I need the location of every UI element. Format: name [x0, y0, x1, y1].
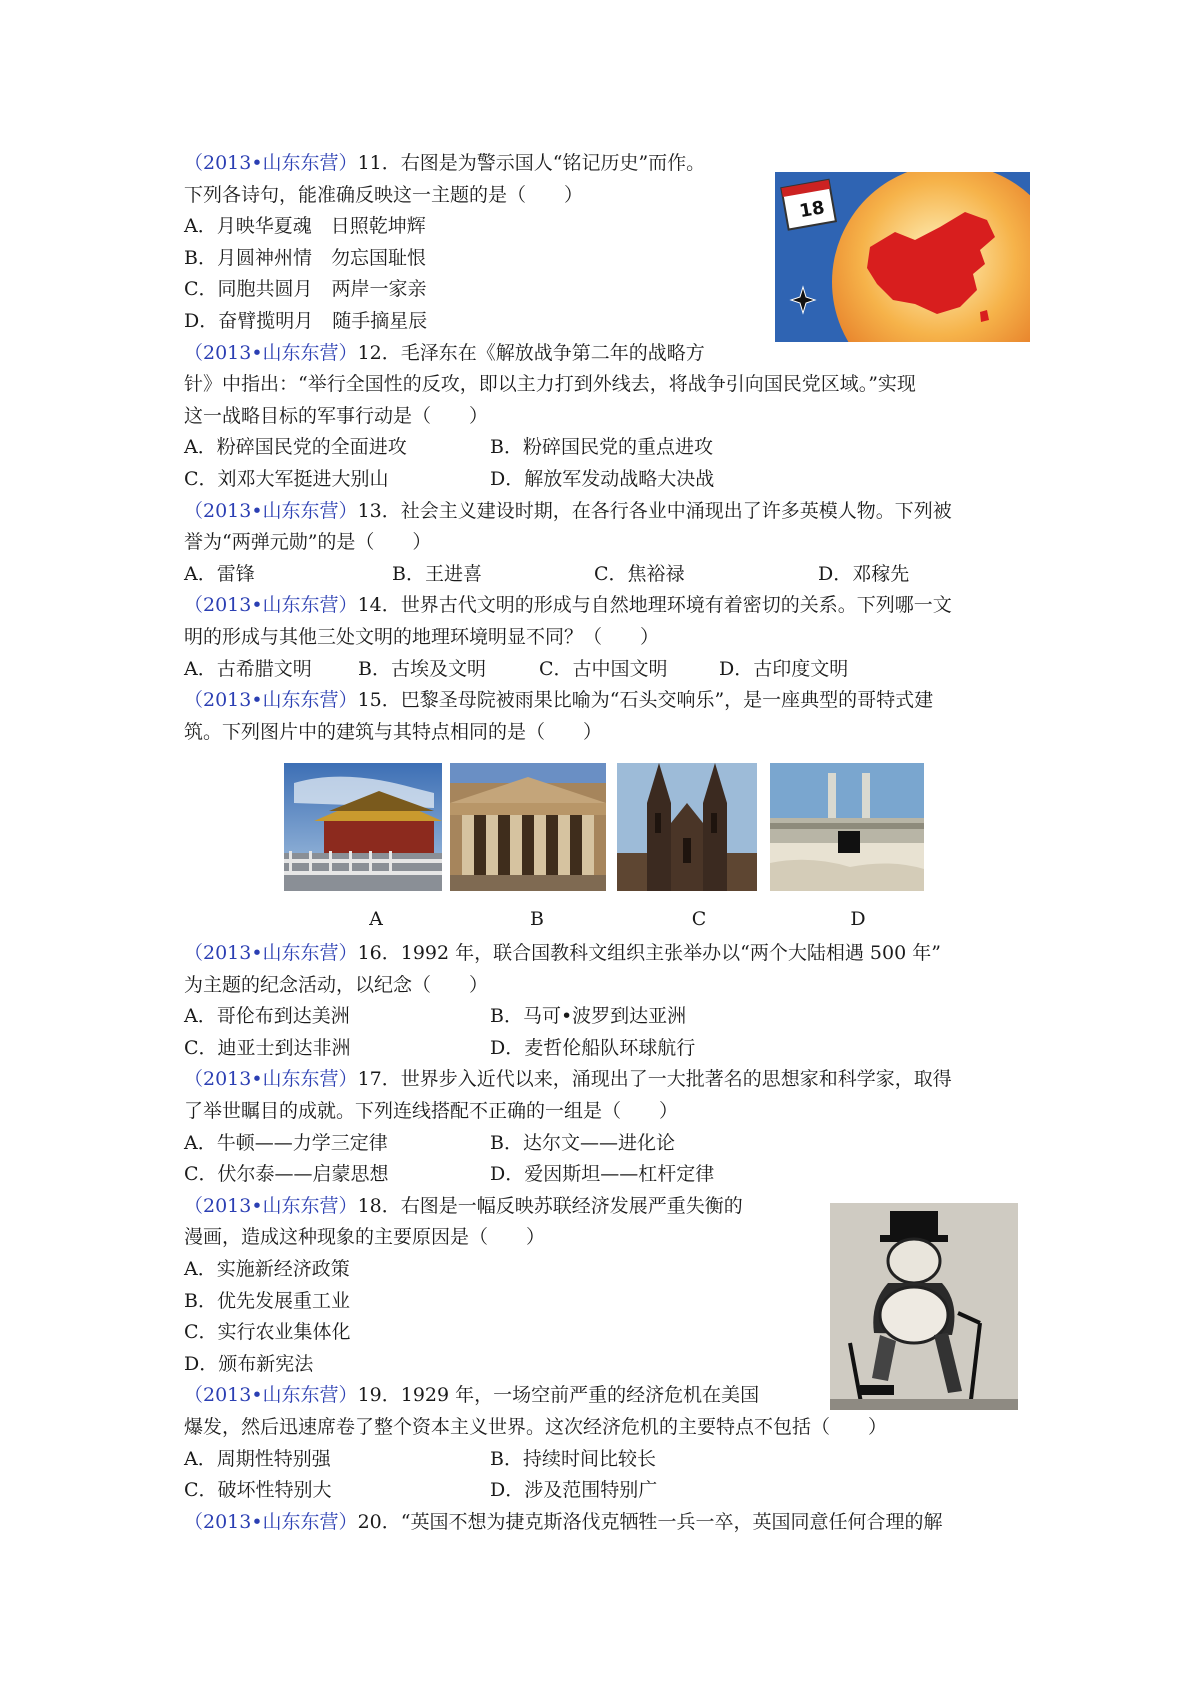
q14-line2: 明的形成与其他三处文明的地理环境明显不同？（ ）	[184, 625, 660, 648]
question-source: （2013•山东东营）	[184, 152, 358, 174]
question-source: （2013•山东东营）	[184, 942, 358, 964]
q16-line2: 为主题的纪念活动，以纪念（ ）	[184, 973, 489, 996]
q19-option-d: D．涉及范围特别广	[490, 1479, 658, 1502]
q19-option-b: B．持续时间比较长	[490, 1447, 656, 1470]
q14-options	[184, 654, 1030, 686]
q18-option-b: B．优先发展重工业	[184, 1289, 350, 1312]
q19-option-a: A．周期性特别强	[184, 1447, 331, 1470]
q16-line1: （2013•山东东营）16．1992 年，联合国教科文组织主张举办以“两个大陆相遇 500 年”	[184, 942, 941, 964]
question-source: （2013•山东东营）	[184, 1510, 358, 1533]
q16-option-c: C．迪亚士到达非洲	[184, 1036, 351, 1059]
calendar-number: 18	[797, 197, 827, 223]
q12-line1: （2013•山东东营）12．毛泽东在《解放战争第二年的战略方	[184, 341, 705, 364]
image-label-c: C	[691, 908, 707, 930]
q11-option-d: D．奋臂揽明月 随手摘星辰	[184, 309, 428, 332]
q13-line2: 誉为“两弹元勋”的是（ ）	[184, 531, 432, 554]
q11-line1: （2013•山东东营）11．右图是为警示国人“铭记历史”而作。	[184, 152, 706, 174]
q17-line2: 了举世瞩目的成就。下列连线搭配不正确的一组是（ ）	[184, 1099, 679, 1122]
q17-options-row2	[184, 1159, 1030, 1191]
q12-options-row2	[184, 464, 1030, 496]
q14-option-c: C．古中国文明	[539, 657, 668, 680]
question-source: （2013•山东东营）	[184, 1384, 358, 1407]
q11-option-c: C．同胞共圆月 两岸一家亲	[184, 278, 427, 301]
q11-option-b: B．月圆神州情 勿忘国耻恨	[184, 246, 426, 269]
q19-option-c: C．破坏性特别大	[184, 1479, 332, 1502]
q12-option-a: A．粉碎国民党的全面进攻	[184, 436, 407, 459]
q13-line1: （2013•山东东营）13．社会主义建设时期，在各行各业中涌现出了许多英模人物。下列被	[184, 499, 952, 522]
q14-option-a: A．古希腊文明	[184, 657, 312, 680]
q12-option-c: C．刘邓大军挺进大别山	[184, 467, 389, 490]
q15-line2: 筑。下列图片中的建筑与其特点相同的是（ ）	[184, 720, 603, 743]
q17-option-b: B．达尔文——进化论	[490, 1131, 675, 1154]
q16-option-d: D．麦哲伦船队环球航行	[490, 1036, 696, 1059]
q17-line1: （2013•山东东营）17．世界步入近代以来，涌现出了一大批著名的思想家和科学家，取得	[184, 1068, 952, 1091]
q12-option-d: D．解放军发动战略大决战	[490, 467, 715, 490]
q13-option-b: B．王进喜	[392, 562, 482, 585]
q15-line1: （2013•山东东营）15．巴黎圣母院被雨果比喻为“石头交响乐”，是一座典型的哥特式建	[184, 689, 934, 712]
q17-option-c: C．伏尔泰——启蒙思想	[184, 1163, 389, 1186]
q13-options	[184, 559, 1030, 591]
q19-line1: （2013•山东东营）19．1929 年，一场空前严重的经济危机在美国	[184, 1384, 760, 1407]
q14-line1: （2013•山东东营）14．世界古代文明的形成与自然地理环境有着密切的关系。下列哪一文	[184, 594, 952, 617]
image-label-d: D	[850, 908, 866, 930]
q14-option-d: D．古印度文明	[719, 657, 849, 680]
q18-option-a: A．实施新经济政策	[184, 1257, 350, 1280]
image-label-a: A	[369, 908, 383, 930]
q16-options-row2	[184, 1033, 1030, 1065]
q17-option-d: D．爱因斯坦——杠杆定律	[490, 1163, 715, 1186]
pantheon-image	[450, 763, 606, 891]
q16-options-row1	[184, 1001, 1030, 1033]
cologne-cathedral-image	[617, 763, 757, 891]
q19-options-row2	[184, 1475, 1030, 1507]
q17-option-a: A．牛顿——力学三定律	[184, 1131, 388, 1154]
q18-option-c: C．实行农业集体化	[184, 1321, 351, 1344]
q19-options-row1	[184, 1444, 1030, 1476]
q16-option-a: A．哥伦布到达美洲	[184, 1005, 350, 1028]
question-source: （2013•山东东营）	[184, 341, 358, 364]
forbidden-city-image	[284, 763, 442, 891]
mecca-mosque-image	[770, 763, 924, 891]
question-source: （2013•山东东营）	[184, 594, 358, 617]
soviet-economy-cartoon-image	[830, 1203, 1018, 1410]
q12-option-b: B．粉碎国民党的重点进攻	[490, 436, 713, 459]
q16-option-b: B．马可•波罗到达亚洲	[490, 1005, 687, 1028]
china-map-globe-image	[775, 172, 1030, 342]
q12-line2: 针》中指出：“举行全国性的反攻，即以主力打到外线去，将战争引向国民党区域。”实现	[184, 373, 916, 396]
calendar-icon	[781, 180, 836, 230]
q18-line1: （2013•山东东营）18．右图是一幅反映苏联经济发展严重失衡的	[184, 1194, 743, 1217]
q18-line2: 漫画，造成这种现象的主要原因是（ ）	[184, 1226, 546, 1249]
q12-line3: 这一战略目标的军事行动是（ ）	[184, 404, 489, 427]
q13-option-a: A．雷锋	[184, 562, 255, 585]
question-source: （2013•山东东营）	[184, 499, 358, 522]
q12-options-row1	[184, 432, 1030, 464]
q19-line2: 爆发，然后迅速席卷了整个资本主义世界。这次经济危机的主要特点不包括（ ）	[184, 1415, 888, 1438]
q18-option-d: D．颁布新宪法	[184, 1352, 314, 1375]
q11-stem: 下列各诗句，能准确反映这一主题的是（ ）	[184, 183, 584, 206]
q11-option-a: A．月映华夏魂 日照乾坤辉	[184, 215, 426, 238]
q20-line1: （2013•山东东营）20．“英国不想为捷克斯洛伐克牺牲一兵一卒，英国同意任何合理的解	[184, 1510, 943, 1533]
q14-option-b: B．古埃及文明	[358, 657, 486, 680]
q17-options-row1	[184, 1128, 1030, 1160]
question-source: （2013•山东东营）	[184, 1194, 358, 1217]
q13-option-c: C．焦裕禄	[594, 562, 685, 585]
q13-option-d: D．邓稼先	[818, 562, 910, 585]
question-source: （2013•山东东营）	[184, 689, 358, 712]
question-source: （2013•山东东营）	[184, 1068, 358, 1091]
image-label-b: B	[530, 908, 544, 930]
